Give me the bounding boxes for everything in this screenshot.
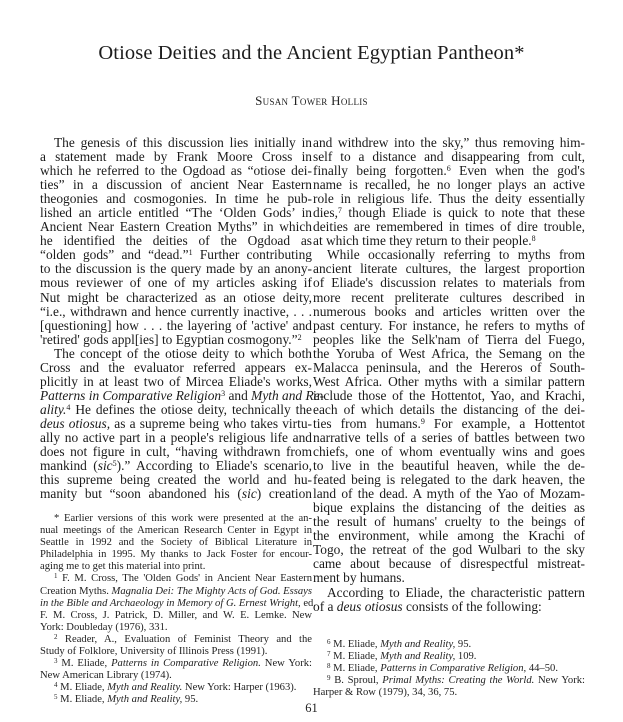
footnote-ref: 5	[112, 459, 117, 469]
text-line: does not figure in cult, “having withdrawn from	[40, 444, 312, 460]
italic-title: Myth and Reality,	[107, 694, 183, 706]
text-line: of Eliade's discussion relates to materials from	[313, 275, 585, 291]
text-line: at which time they return to their people.$^8$	[313, 233, 536, 249]
text-line: The concept of the otiose deity to which both	[54, 345, 312, 361]
footnote-line: * Earlier versions of this work were presented at the an-	[54, 513, 312, 524]
footnote-line: $^4$ M. Eliade, Myth and Reality. New York: Harper (1963).	[54, 681, 297, 694]
footnote-line: $^2$ Reader, A., Evaluation of Feminist Theory and the	[54, 632, 312, 645]
footnote-line: Philadelphia in 1995. My thanks to Jack Foster for encour-	[40, 549, 312, 561]
left-column-body	[40, 135, 325, 502]
right-column-body	[313, 136, 585, 614]
text-line: ties” in a discussion of ancient Near Eastern	[40, 177, 312, 193]
text-line: past century. For instance, he refers to myths of	[313, 317, 585, 333]
italic-title: deus otiosus	[336, 598, 403, 614]
text-line: this supreme being created the world and hu-	[40, 472, 312, 488]
text-line: plicitly in at least two of Mircea Eliade's works,	[40, 373, 312, 389]
text-line: numerous books and articles written over the	[313, 303, 585, 319]
footnote-line: $^1$ F. M. Cross, The 'Olden Gods' in Ancient Near Eastern	[54, 572, 312, 585]
footnote-line: Study of Folklore, University of Illinois Press (1991).	[40, 646, 268, 658]
left-footnotes	[40, 513, 316, 707]
text-line: [questioning] how . . . the layering of 'active' and	[40, 317, 312, 333]
footnote-ref: 7	[337, 206, 342, 216]
text-line: chiefs, one of whom eventually wins and goes	[313, 444, 585, 460]
text-line: of a deus otiosus consists of the following:	[313, 598, 542, 614]
footnote-line: York: Doubleday (1976), 331.	[40, 621, 168, 633]
page-number: 61	[305, 701, 318, 715]
text-line: Cross and the evaluator referred appears ex-	[40, 359, 312, 375]
footnote-ref: 1	[54, 572, 58, 581]
footnote-line: $^9$ B. Sproul, Primal Myths: Creating the World. New York:	[327, 674, 585, 687]
text-line: each of which details the distancing of the dei-	[313, 401, 585, 417]
footnote-line: $^8$ M. Eliade, Patterns in Comparative Religion, 44–50.	[327, 662, 558, 675]
footnote-line: Creation Myths. Magnalia Dei: The Mighty Acts of God. Essays	[40, 585, 312, 597]
text-line: name is recalled, he no longer plays an active	[313, 177, 585, 193]
article-author: Susan Tower Hollis	[255, 93, 368, 108]
text-line: and withdrew into the sky,” thus removing him-	[313, 135, 585, 150]
italic-title: Patterns in Comparative Religion	[40, 387, 222, 403]
text-line: narrative tells of a series of battles between two	[313, 429, 585, 445]
text-line: While occasionally referring to myths from	[327, 247, 585, 263]
text-line: more recent preliterate cultures described in	[313, 289, 585, 305]
italic-title: Myth and Reality.	[107, 682, 183, 694]
italic-title: sic	[241, 486, 257, 502]
italic-title: Myth and Re-	[251, 387, 325, 403]
text-line: 'retired' gods appl[ies] to Egyptian cosmogony.”$^2$	[40, 331, 302, 347]
text-line: feated being is relegated to the dark heaven, the	[313, 472, 585, 488]
italic-title: ality.	[40, 401, 67, 417]
text-line: bique explains the distancing of the deities as	[313, 500, 585, 516]
footnote-ref: 2	[54, 632, 58, 641]
text-line: ancient literate cultures, the largest proportion	[313, 261, 585, 277]
text-line: peoples like the Selk'nam of Tierra del Fuego,	[313, 331, 585, 347]
footnote-line: Harper & Row (1979), 34, 36, 75.	[313, 687, 458, 699]
text-line: mankind (sic$^5$).” According to Eliade's scenario,	[40, 458, 312, 474]
article-title: Otiose Deities and the Ancient Egyptian Pantheon*	[98, 42, 525, 64]
text-line: dies,$^7$ though Eliade is quick to note that these	[313, 205, 585, 221]
text-line: he identified the deities of the Ogdoad as	[40, 233, 312, 249]
italic-title: Magnalia Dei: The Mighty Acts of God. Essays	[111, 585, 312, 597]
footnote-line: $^3$ M. Eliade, Patterns in Comparative Religion. New York:	[54, 657, 312, 670]
text-line: mous reviewer of one of my articles asking if	[40, 275, 312, 291]
footnote-ref: 8	[327, 662, 331, 671]
text-line: to the discussion is the query made by an anony-	[40, 261, 312, 277]
text-line: deities are remembered in times of dire trouble,	[313, 219, 585, 235]
text-line: ality.$^4$ He defines the otiose deity, technically the	[40, 401, 312, 417]
footnote-ref: 7	[327, 650, 331, 659]
right-footnotes	[313, 639, 585, 699]
italic-title: Myth and Reality,	[380, 651, 456, 663]
footnote-ref: 9	[327, 674, 331, 683]
italic-title: Primal Myths: Creating the World.	[382, 675, 535, 687]
text-line: the environment, while among the Krachi of	[313, 528, 585, 544]
text-line: ment by humans.	[313, 570, 405, 586]
footnote-ref: 4	[66, 402, 71, 412]
text-line: which he referred to the Ogdoad as “otiose dei-	[40, 163, 312, 179]
text-line: deus otiosus, as a supreme being who takes virtu-	[40, 415, 312, 431]
footnote-line: $^7$ M. Eliade, Myth and Reality, 109.	[327, 650, 477, 663]
text-line: The genesis of this discussion lies initially in	[54, 135, 312, 150]
text-line: Togo, the retreat of the god Wulbari to the sky	[313, 542, 585, 558]
footnote-ref: 6	[446, 164, 451, 174]
text-line: “i.e., withdrawn and hence currently inactive, . . .	[40, 303, 312, 319]
text-line: the Yoruba of West Africa, the Semang on the	[313, 345, 585, 361]
footnote-line: aging me to get this material into print.	[40, 561, 206, 573]
italic-title: in the Bible and Archaeology in Memory of G. Ernest Wright,	[40, 597, 301, 609]
footnote-ref: 3	[54, 657, 58, 666]
footnote-ref: 2	[297, 332, 302, 342]
footnote-ref: 9	[420, 416, 425, 426]
italic-title: Patterns in Comparative Religion.	[111, 658, 261, 670]
footnote-line: in the Bible and Archaeology in Memory of G. Ernest Wright, ed.	[40, 597, 316, 609]
text-line: lished an article entitled “The ‘Olden Gods’ in	[40, 205, 312, 221]
text-line: Malacca peninsula, and the Hereros of South-	[313, 359, 585, 375]
text-line: a statement made by Frank Moore Cross in	[40, 149, 312, 165]
text-line: ties from humans.$^9$ For example, a Hottentot	[313, 415, 585, 431]
text-line: self to a distance and disappearing from cult,	[313, 149, 585, 165]
footnote-ref: 4	[54, 681, 58, 690]
text-line: the result of humans' cruelty to the beings of	[313, 514, 585, 530]
text-line: Nut might be characterized as an otiose deity,	[40, 289, 312, 305]
footnote-ref: 6	[327, 638, 331, 646]
text-line: Ancient Near Eastern Creation Myths” in which	[40, 219, 312, 235]
text-line: “olden gods” and “dead.”$^1$ Further contributing	[40, 247, 313, 263]
italic-title: Myth and Reality,	[380, 639, 456, 650]
text-line: finally being forgotten.$^6$ Even when the god's	[313, 163, 585, 179]
text-line: Patterns in Comparative Religion$^3$ and Myth and Re-	[40, 387, 325, 403]
italic-title: deus otiosus,	[40, 415, 111, 431]
text-line: ally no active part in a people's religious life and	[40, 429, 312, 445]
footnote-ref: 8	[531, 234, 536, 244]
footnote-ref: 3	[221, 388, 226, 398]
text-line: role in religious life. Thus the deity essentially	[313, 191, 585, 207]
text-line: came about because of disrespectful mistreat-	[313, 556, 585, 572]
text-line: land of the dead. A myth of the Yao of Mozam-	[313, 486, 585, 502]
text-line: include those of the Hottentot, Yao, and Krachi,	[313, 387, 585, 403]
footnote-line: New American Library (1974).	[40, 670, 172, 682]
footnote-line: F. M. Cross, J. Patrick, D. Miller, and W. E. Lemke. New	[40, 609, 312, 621]
text-line: theogonies and cosmogonies. In time he pub-	[40, 191, 312, 207]
footnote-line: $^6$ M. Eliade, Myth and Reality, 95.	[327, 638, 472, 650]
italic-title: Patterns in Comparative Religion,	[380, 663, 527, 675]
footnote-line: $^5$ M. Eliade, Myth and Reality, 95.	[54, 693, 199, 706]
italic-title: sic	[97, 458, 113, 474]
footnote-ref: 1	[188, 248, 193, 258]
text-line: According to Eliade, the characteristic pattern	[327, 584, 585, 600]
text-line: manity but “soon abandoned his (sic) creation	[40, 486, 312, 502]
footnote-line: Seattle in 1992 and the Society of Biblical Literature in	[40, 537, 312, 549]
text-line: to live in the beautiful heaven, while the de-	[313, 458, 585, 474]
footnote-line: nual meetings of the American Research Center in Egypt in	[40, 525, 312, 537]
footnote-ref: 5	[54, 693, 58, 702]
text-line: West Africa. Other myths with a similar pattern	[313, 373, 585, 389]
